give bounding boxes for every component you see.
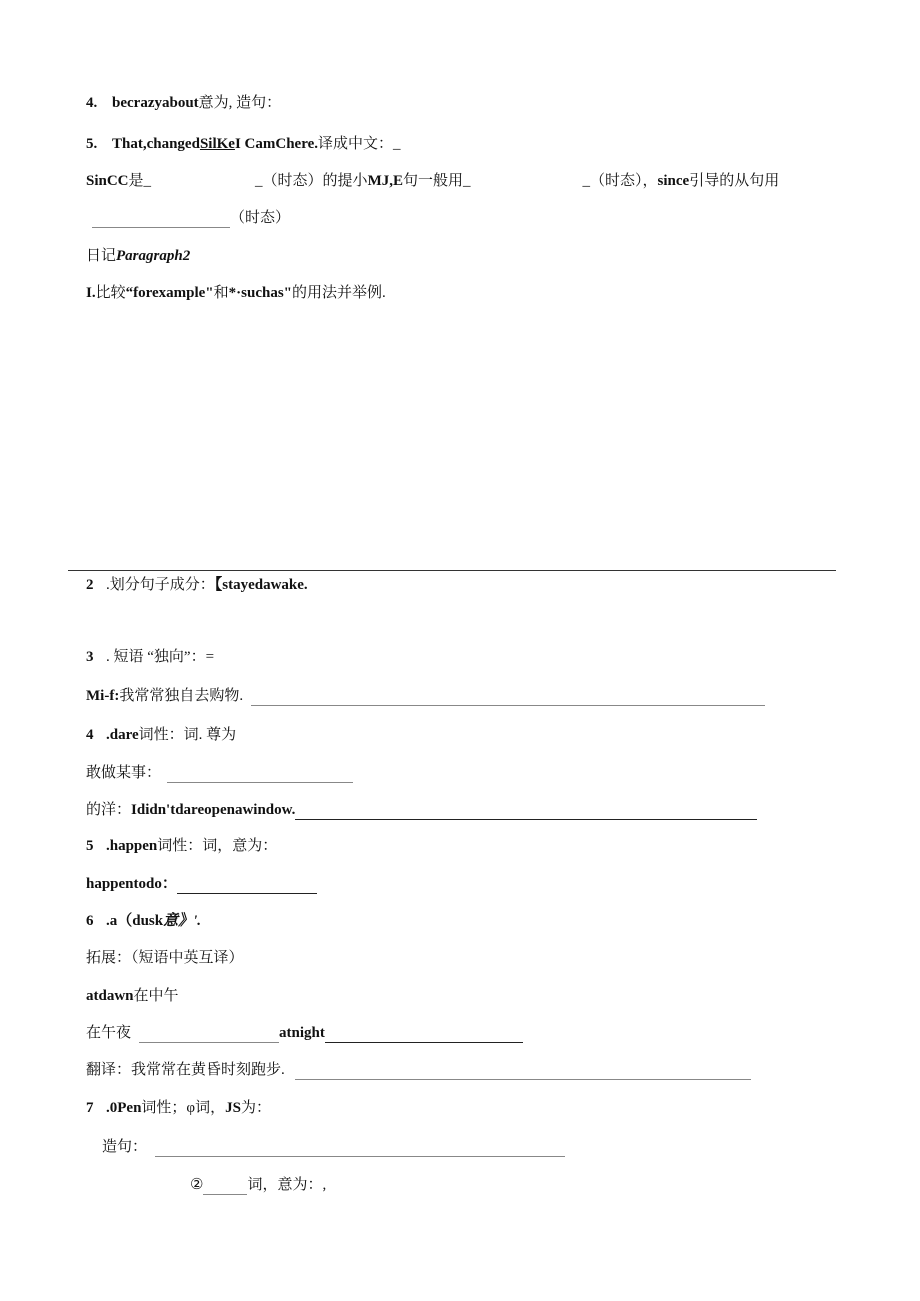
text: 为： <box>240 1100 271 1116</box>
dare-translate-line <box>86 800 757 820</box>
underlined-word: SilKe <box>199 136 235 152</box>
answer-blank[interactable] <box>177 879 317 894</box>
item-number: I. <box>86 285 96 301</box>
atdawn-line <box>86 986 179 1006</box>
phrase-text: becrazyabout <box>112 95 199 111</box>
text: 在中午 <box>133 988 179 1004</box>
text: 造句： <box>102 1139 148 1155</box>
item-number: 4. <box>86 95 98 111</box>
text: 敢做某事： <box>86 765 162 781</box>
divider <box>68 570 836 571</box>
answer-blank[interactable] <box>325 1028 523 1043</box>
text: 的用法并举例. <box>292 285 386 301</box>
since-tense-line <box>86 171 779 191</box>
phrase-text: *·suchas" <box>228 285 293 301</box>
text: 比较 <box>95 285 126 301</box>
item-number: 3 <box>86 649 94 665</box>
item-number: 7 <box>86 1100 94 1116</box>
item-5-translate <box>86 134 401 154</box>
text: _（时态）的提小 <box>255 173 368 189</box>
sub-item-2-line <box>190 1175 326 1195</box>
phrase-text: atnight <box>279 1025 325 1041</box>
item-1-compare <box>86 283 386 303</box>
example-line <box>86 686 765 706</box>
text: . 短语 “独向”：= <box>106 649 215 665</box>
text: 词性；φ词， <box>141 1100 226 1116</box>
dare-do-line <box>86 763 353 783</box>
midnight-line <box>86 1023 523 1043</box>
text: 拓展：（短语中英互译） <box>86 950 244 966</box>
phrase-text: “forexample" <box>125 285 214 301</box>
answer-blank[interactable] <box>203 1180 247 1195</box>
text: 在午夜 <box>86 1025 132 1041</box>
section-heading <box>86 246 190 266</box>
text: 引导的从句用 <box>689 173 780 189</box>
text: .划分句子成分： <box>106 577 215 593</box>
text: 词，意为：, <box>247 1177 327 1193</box>
phrase-text: happentodo： <box>86 876 177 892</box>
word-en: .a（dusk <box>106 913 164 929</box>
heading-cn: 日记 <box>86 248 117 264</box>
text: _（时态）， <box>582 173 658 189</box>
since-word: SinCC <box>86 173 129 189</box>
sentence-part: I CamChere. <box>234 136 318 152</box>
item-number: 2 <box>86 577 94 593</box>
tense-blank-line <box>92 208 290 228</box>
instruction-text: 意为, 造句： <box>198 95 282 111</box>
answer-blank[interactable] <box>295 805 757 820</box>
text: 句一般用_ <box>402 173 471 189</box>
item-7-open <box>86 1098 271 1118</box>
item-number: 5 <box>86 838 94 854</box>
text: 词性：词，意为： <box>157 838 278 854</box>
answer-blank[interactable] <box>92 213 230 228</box>
answer-blank[interactable] <box>295 1065 751 1080</box>
item-4-crazy <box>86 93 281 113</box>
answer-blank[interactable] <box>251 691 765 706</box>
item-4-dare <box>86 725 236 745</box>
text: 我常常独自去购物. <box>119 688 244 704</box>
sentence-part: That,changed <box>112 136 200 152</box>
item-number: 6 <box>86 913 94 929</box>
answer-blank[interactable] <box>139 1028 279 1043</box>
expand-line <box>86 948 244 968</box>
text: 词性：词. 尊为 <box>138 727 237 743</box>
heading-en: Paragraph2 <box>116 248 191 264</box>
item-5-happen <box>86 836 277 856</box>
item-2-analyze <box>86 575 308 595</box>
answer-blank[interactable] <box>155 1142 565 1157</box>
word-en: .dare <box>106 727 139 743</box>
text: （时态） <box>230 210 291 226</box>
word-en: .0Pen <box>106 1100 142 1116</box>
text: 的洋： <box>86 802 132 818</box>
sentence-text: Ididn'tdareopenawindow. <box>131 802 296 818</box>
word-en: .happen <box>106 838 158 854</box>
text: MJ,E <box>367 173 403 189</box>
label-en: Mi-f: <box>86 688 120 704</box>
instruction-text: 译成中文：_ <box>318 136 401 152</box>
text: 和 <box>213 285 229 301</box>
since-word: since <box>657 173 690 189</box>
item-number: 4 <box>86 727 94 743</box>
text: 是_ <box>128 173 152 189</box>
item-3-phrase <box>86 647 214 667</box>
answer-blank[interactable] <box>167 768 353 783</box>
translate-run-line <box>86 1060 751 1080</box>
text: JS <box>225 1100 241 1116</box>
circled-number: ② <box>190 1177 204 1193</box>
item-6-dusk <box>86 911 201 931</box>
text: 翻译：我常常在黄昏时刻跑步. <box>86 1062 285 1078</box>
sentence-text: 【stayedawake. <box>214 577 308 593</box>
phrase-text: atdawn <box>86 988 134 1004</box>
text: 意》'. <box>163 913 202 929</box>
happen-todo-line <box>86 874 317 894</box>
make-sentence-line <box>102 1137 565 1157</box>
item-number: 5. <box>86 136 98 152</box>
